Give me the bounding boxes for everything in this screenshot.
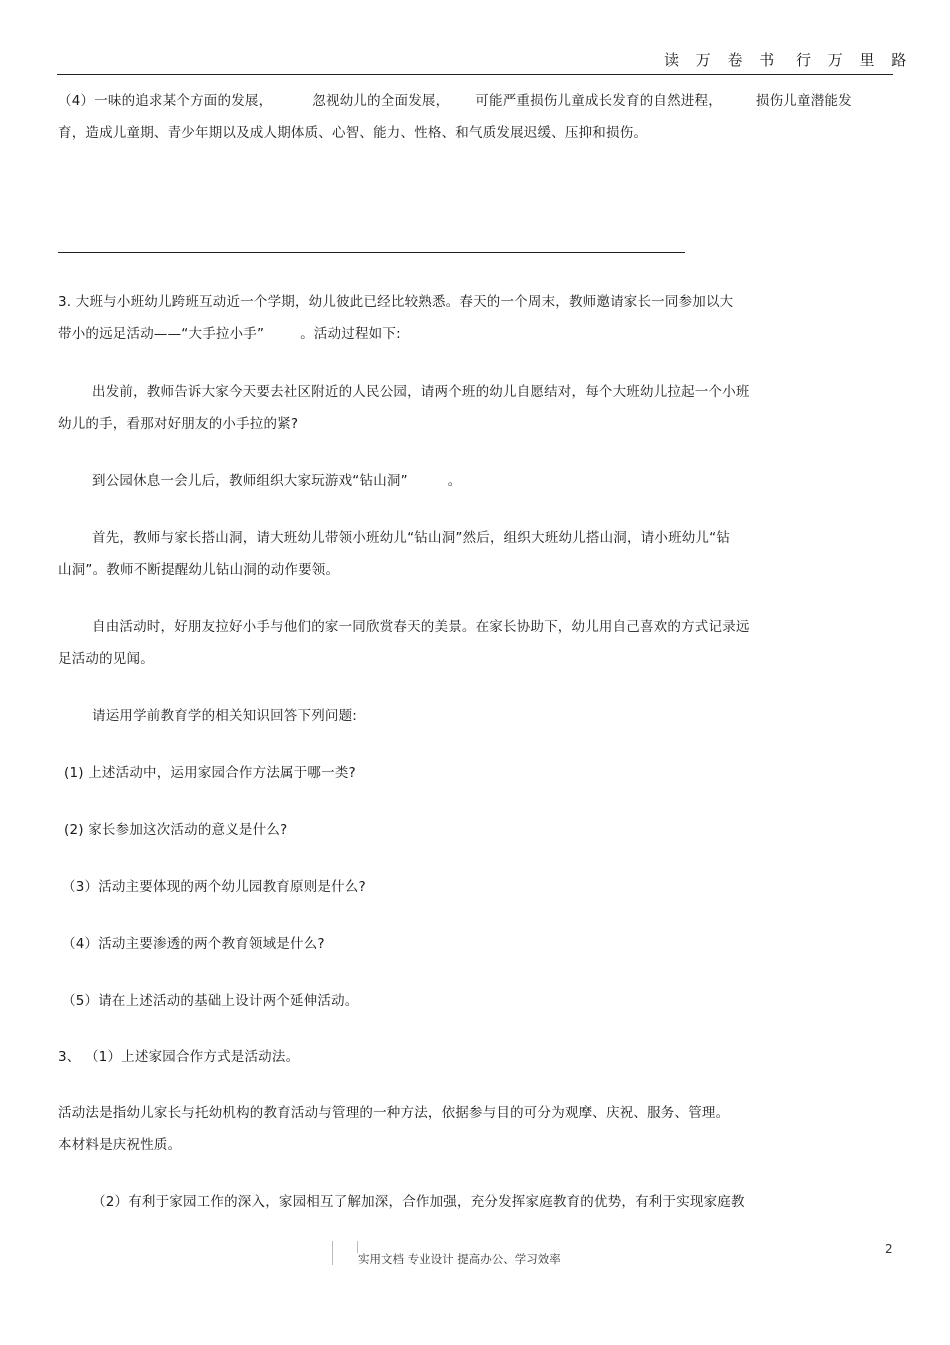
question3-subquestion-1: (1) 上述活动中，运用家园合作方法属于哪一类?: [64, 765, 356, 781]
answer3-part1: 3、 （1）上述家园合作方式是活动法。: [58, 1049, 300, 1065]
section-divider: [58, 252, 685, 253]
question3-prompt: 请运用学前教育学的相关知识回答下列问题:: [92, 708, 358, 724]
header-right-text: 行 万 里 路: [796, 51, 913, 69]
question3-intro-line2: [58, 322, 401, 342]
section4-line2: 育，造成儿童期、青少年期以及成人期体质、心智、能力、性格、和气质发展迟缓、压抑和损伤。: [58, 125, 648, 141]
footer-divider-left: [332, 1241, 333, 1265]
header-rule: [57, 74, 893, 75]
answer3-part1-explanation-line2: 本材料是庆祝性质。: [58, 1137, 182, 1153]
footer-text: 实用文档 专业设计 提高办公、学习效率: [358, 1252, 561, 1266]
question3-paragraph3-line2: 山洞”。教师不断提醒幼儿钻山洞的动作要领。: [58, 562, 340, 578]
answer3-part2: （2）有利于家园工作的深入，家园相互了解加深，合作加强，充分发挥家庭教育的优势，有利于实现家庭教: [92, 1194, 745, 1210]
header-left-text: 读 万 卷 书: [664, 51, 781, 69]
question3-intro-line2-part-a: 带小的远足活动——“大手拉小手”: [58, 326, 265, 342]
question3-paragraph3-line1: 首先，教师与家长搭山洞，请大班幼儿带领小班幼儿“钻山洞”然后，组织大班幼儿搭山洞，请小班幼儿“钻: [92, 530, 731, 546]
question3-subquestion-5: （5）请在上述活动的基础上设计两个延伸活动。: [62, 993, 359, 1009]
question3-paragraph2-part-b: 。: [447, 473, 462, 489]
section4-line1: [58, 89, 852, 109]
question3-paragraph4-line1: 自由活动时，好朋友拉好小手与他们的家一同欣赏春天的美景。在家长协助下，幼儿用自己喜欢的方式记录远: [92, 619, 750, 635]
question3-paragraph2-part-a: 到公园休息一会儿后，教师组织大家玩游戏“钻山洞”: [92, 473, 408, 489]
question3-paragraph1-line2: 幼儿的手，看那对好朋友的小手拉的紧?: [58, 416, 299, 432]
section4-line1-part-c: 可能严重损伤儿童成长发育的自然进程，: [475, 93, 722, 109]
section4-line1-part-b: 忽视幼儿的全面发展，: [312, 93, 450, 109]
question3-subquestion-3: （3）活动主要体现的两个幼儿园教育原则是什么?: [62, 879, 366, 895]
question3-subquestion-2: (2) 家长参加这次活动的意义是什么?: [64, 822, 288, 838]
section4-line1-part-d: 损伤儿童潜能发: [755, 93, 852, 109]
question3-paragraph1-line1: 出发前，教师告诉大家今天要去社区附近的人民公园，请两个班的幼儿自愿结对，每个大班幼儿拉起一个小班: [92, 384, 750, 400]
question3-intro-line2-part-b: 。活动过程如下:: [300, 326, 401, 342]
question3-intro-line1: 3. 大班与小班幼儿跨班互动近一个学期，幼儿彼此已经比较熟悉。春天的一个周末，教师邀请家长一同参加以大: [58, 294, 734, 310]
answer3-part1-explanation-line1: 活动法是指幼儿家长与托幼机构的教育活动与管理的一种方法，依据参与目的可分为观摩、庆祝、服务、管理。: [58, 1105, 730, 1121]
question3-subquestion-4: （4）活动主要渗透的两个教育领域是什么?: [62, 936, 325, 952]
section4-line1-part-a: （4）一味的追求某个方面的发展，: [58, 93, 273, 109]
question3-paragraph2: [92, 469, 462, 489]
question3-paragraph4-line2: 足活动的见闻。: [58, 651, 154, 667]
page-number: 2: [885, 1242, 893, 1256]
